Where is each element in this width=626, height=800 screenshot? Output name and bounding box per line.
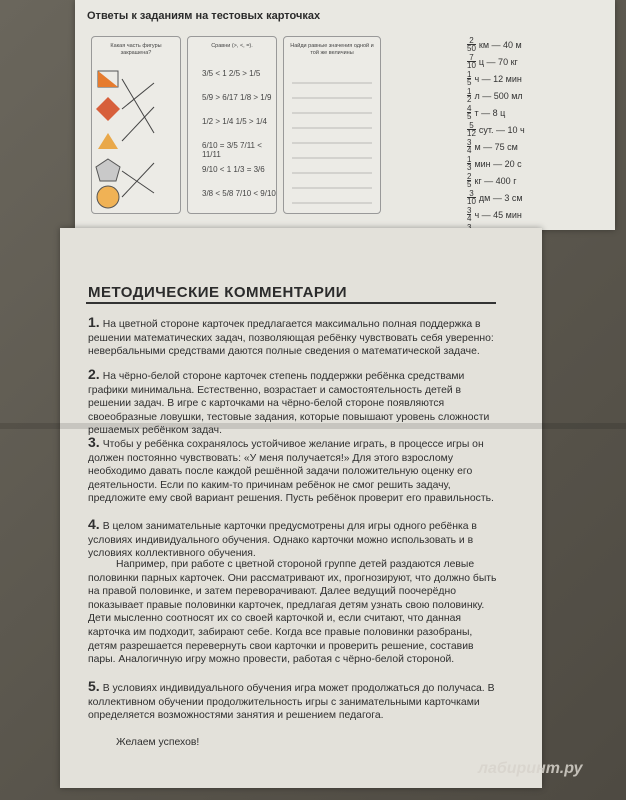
shape-pentagon	[96, 159, 120, 181]
watermark-logo: лабиринт.ру	[478, 760, 583, 777]
answer-row: 3 10 дм — 3 см	[467, 189, 523, 206]
shape-circle	[97, 186, 119, 208]
answer-row: 1 3 мин — 20 с	[467, 155, 522, 172]
shape-fill	[98, 71, 118, 87]
answer-row: 2 50 км — 40 м	[467, 36, 522, 53]
compare-row: 9/10 < 1 1/3 = 3/6	[202, 165, 265, 174]
comment-paragraph-4: 4. В целом занимательные карточки предусмотрены для игры одного ребёнка в условиях индивидуального обучения. Однако карточки можно использовать и в условиях коллективного обучения.	[88, 516, 477, 560]
comment-paragraph-1: 1. На цветной стороне карточек предлагается максимально полная поддержка в решении математических задач, позволяющая ребёнку чувствовать себя уверенно: невербальными средствами даются полные сведения о математической задаче.	[88, 314, 494, 358]
matching-arrows	[122, 79, 154, 197]
answer-row: 5 12 сут. — 10 ч	[467, 121, 525, 138]
comment-paragraph-2: 2. На чёрно-белой стороне карточек степень поддержки ребёнка средствами графики минимальна. Естественно, возрастает и самостоятельность детей в решении задач. В игре с карточками на чёрно-белой стороне появляются своеобразные ловушки, тестовые задания, которые повышают уровень сложности решаемых ребёнком задач.	[88, 366, 490, 437]
answer-row: 3 4 м — 75 см	[467, 138, 518, 155]
answer-row: 2 5 кг — 400 г	[467, 172, 517, 189]
card-shapes	[91, 36, 181, 214]
closing-wish: Желаем успехов!	[116, 737, 200, 748]
comment-paragraph-5: 5. В условиях индивидуального обучения игра может продолжаться до получаса. В коллективном обучении продолжительность игры с занимательными карточками определяется возможностями занятия и решением педагога.	[88, 678, 495, 722]
compare-row: 6/10 = 3/5 7/11 < 11/11	[202, 141, 262, 159]
comment-paragraph-4b: Например, при работе с цветной стороной группе детей раздаются левые половинки парных карточек. Они рассматривают их, прогнозируют, что должно быть на правой половинке, и затем переворачивают. Далее ведущий поочерёдно показывает правые половинки карточек, предлагая детям узнать свою половинку. Дети мысленно соотносят их со своей карточкой и, если считают, что данная карточка им подходит, забирают себе. Когда все правые половинки разобраны, детям разрешается перевернуть свои карточки и проверить решение, составив пары. Аналогичную игру можно провести, работая с чёрно-белой стороной.	[88, 559, 497, 666]
comments-sheet	[60, 228, 542, 788]
comment-paragraph-3: 3. Чтобы у ребёнка сохранялось устойчивое желание играть, в процессе игры он должен постоянно чувствовать: «У меня получается!» Для этого взрослому необходимо давать после каждой решённой задачи положительную оценку его деятельности. Если по каким-то причинам ребёнок не смог решить задачу, предложите ему свой вариант решения. Пусть ребёнок проверит его правильность.	[88, 434, 494, 505]
card-compare-heading: Сравни (>, <, =).	[211, 43, 253, 49]
card-equal-values	[283, 36, 381, 214]
answer-row: 1 2 л — 500 мл	[467, 87, 523, 104]
compare-row: 3/5 < 1 2/5 > 1/5	[202, 69, 261, 78]
comments-title: МЕТОДИЧЕСКИЕ КОММЕНТАРИИ	[88, 284, 347, 301]
shape-diamond	[96, 97, 120, 121]
shape-triangle	[98, 133, 118, 149]
answer-row: 1 5 ч — 12 мин	[467, 70, 522, 87]
compare-row: 3/8 < 5/8 7/10 < 9/10	[202, 189, 276, 198]
equal-values-list	[284, 63, 380, 213]
answer-row: 4 5 т — 8 ц	[467, 104, 506, 121]
card-equal-heading: Найди равные значения одной и той же величины	[290, 43, 374, 56]
paper-fold-shadow	[0, 423, 626, 429]
compare-row: 1/2 > 1/4 1/5 > 1/4	[202, 117, 267, 126]
answers-sheet	[75, 0, 615, 230]
shapes-figures	[92, 63, 180, 213]
answers-title: Ответы к заданиям на тестовых карточках	[87, 10, 321, 22]
title-divider	[86, 302, 496, 304]
card-compare	[187, 36, 277, 214]
card-shapes-heading: Какая часть фигуры закрашена?	[110, 43, 162, 56]
answer-row: 3 4 ч — 45 мин	[467, 206, 522, 223]
answer-row: 7 10 ц — 70 кг	[467, 53, 518, 70]
compare-row: 5/9 > 6/17 1/8 > 1/9	[202, 93, 272, 102]
